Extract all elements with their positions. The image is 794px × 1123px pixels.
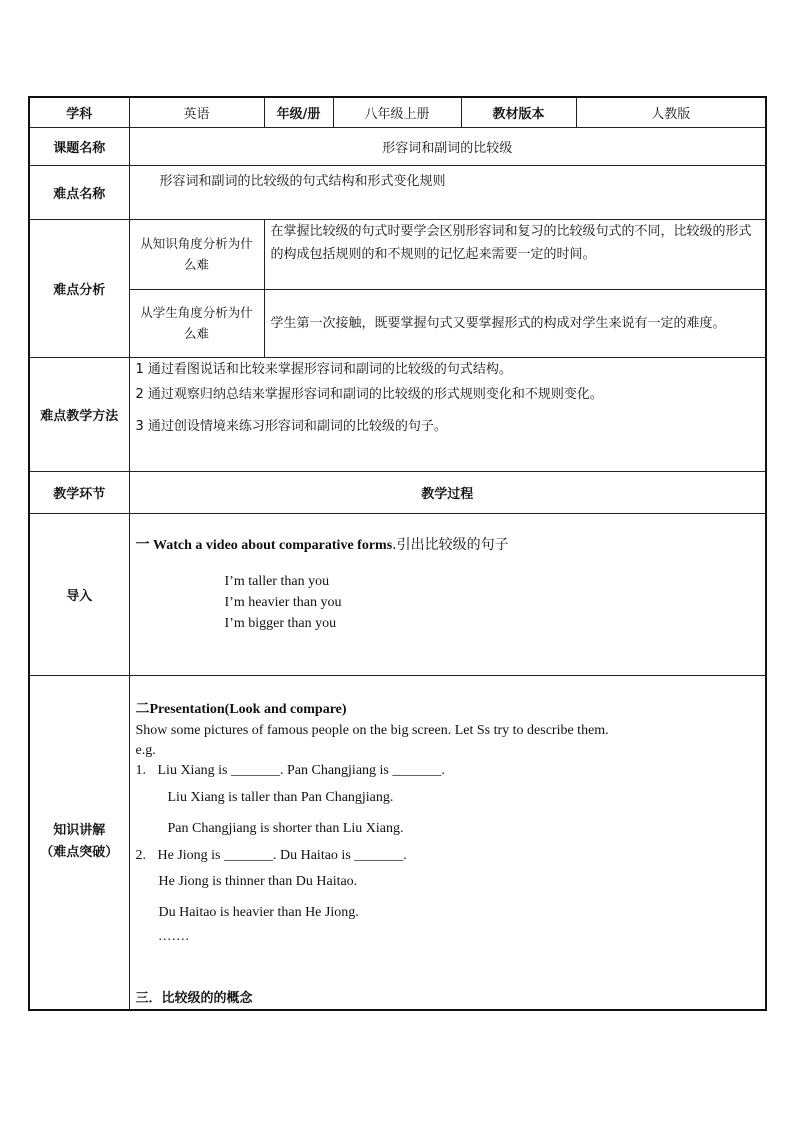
knowledge-content	[129, 675, 766, 1010]
method-item-1: 1 通过看图说话和比较来掌握形容词和副词的比较级的句式结构。	[135, 361, 512, 377]
knowledge-angle-label: 从知识角度分析为什么难	[129, 219, 264, 289]
difficulty-row	[29, 165, 766, 219]
header-row	[29, 97, 766, 127]
process-header-row	[29, 471, 766, 513]
intro-sentence-2: I’m heavier than you	[224, 594, 342, 610]
knowledge-row	[29, 675, 766, 1010]
presentation-intro: Show some pictures of famous people on the big screen. Let Ss try to describe them.	[135, 722, 609, 738]
intro-row	[29, 513, 766, 675]
intro-heading-cn: .引出比较级的句子	[392, 536, 509, 553]
intro-heading	[136, 534, 766, 554]
methods-list	[129, 357, 766, 471]
example-2-prompt	[136, 846, 766, 866]
edition-label: 教材版本	[461, 97, 576, 127]
topic-label: 课题名称	[29, 127, 129, 165]
example-2-answer-b: Du Haitao is heavier than He Jiong.	[158, 904, 359, 920]
knowledge-label-line-2: （难点突破）	[40, 845, 119, 860]
analysis-label: 难点分析	[29, 219, 129, 357]
difficulty-label: 难点名称	[29, 165, 129, 219]
analysis-row-2	[29, 289, 766, 357]
example-1-number: 1.	[135, 762, 146, 778]
methods-label: 难点教学方法	[29, 357, 129, 471]
section-3-heading: 三．比较级的的概念	[135, 990, 253, 1006]
intro-label: 导入	[29, 513, 129, 675]
grade-label: 年级/册	[264, 97, 333, 127]
example-2-text: He Jiong is _______. Du Haitao is _______.	[157, 847, 407, 863]
method-item-3: 3 通过创设情境来练习形容词和副词的比较级的句子。	[135, 418, 447, 434]
presentation-heading: 二Presentation(Look and compare)	[135, 701, 347, 717]
presentation-eg: e.g.	[135, 742, 156, 758]
subject-label: 学科	[29, 97, 129, 127]
student-angle-label: 从学生角度分析为什么难	[129, 289, 264, 357]
example-1-prompt	[136, 761, 766, 781]
grade-value: 八年级上册	[333, 97, 461, 127]
methods-row	[29, 357, 766, 471]
process-stage-label: 教学环节	[29, 471, 129, 513]
ellipsis: .......	[158, 928, 190, 944]
example-1-text: Liu Xiang is _______. Pan Changjiang is _______.	[157, 762, 445, 778]
example-2-number: 2.	[135, 847, 146, 863]
intro-heading-en: 一 Watch a video about comparative forms	[135, 537, 393, 553]
knowledge-label-line-1: 知识讲解	[53, 823, 106, 838]
example-1-answer-b: Pan Changjiang is shorter than Liu Xiang.	[167, 820, 404, 836]
lesson-plan-table	[28, 96, 767, 1011]
intro-sentence-1: I’m taller than you	[224, 573, 330, 589]
student-angle-text: 学生第一次接触，既要掌握句式又要掌握形式的构成对学生来说有一定的难度。	[264, 289, 766, 357]
example-1-answer-a: Liu Xiang is taller than Pan Changjiang.	[167, 789, 394, 805]
intro-content	[129, 513, 766, 675]
analysis-row-1	[29, 219, 766, 289]
edition-value: 人教版	[576, 97, 766, 127]
knowledge-label	[29, 675, 129, 1010]
lesson-plan	[28, 96, 765, 1011]
topic-row	[29, 127, 766, 165]
process-content-label: 教学过程	[129, 471, 766, 513]
subject-value: 英语	[129, 97, 264, 127]
topic-value: 形容词和副词的比较级	[129, 127, 766, 165]
difficulty-value: 形容词和副词的比较级的句式结构和形式变化规则	[129, 165, 766, 219]
intro-sentences	[136, 571, 766, 634]
intro-sentence-3: I’m bigger than you	[224, 615, 337, 631]
knowledge-angle-text: 在掌握比较级的句式时要学会区别形容词和复习的比较级句式的不同，比较级的形式的构成包括规则的和不规则的记忆起来需要一定的时间。	[264, 219, 766, 289]
method-item-2: 2 通过观察归纳总结来掌握形容词和副词的比较级的形式规则变化和不规则变化。	[135, 386, 603, 402]
example-2-answer-a: He Jiong is thinner than Du Haitao.	[158, 873, 358, 889]
